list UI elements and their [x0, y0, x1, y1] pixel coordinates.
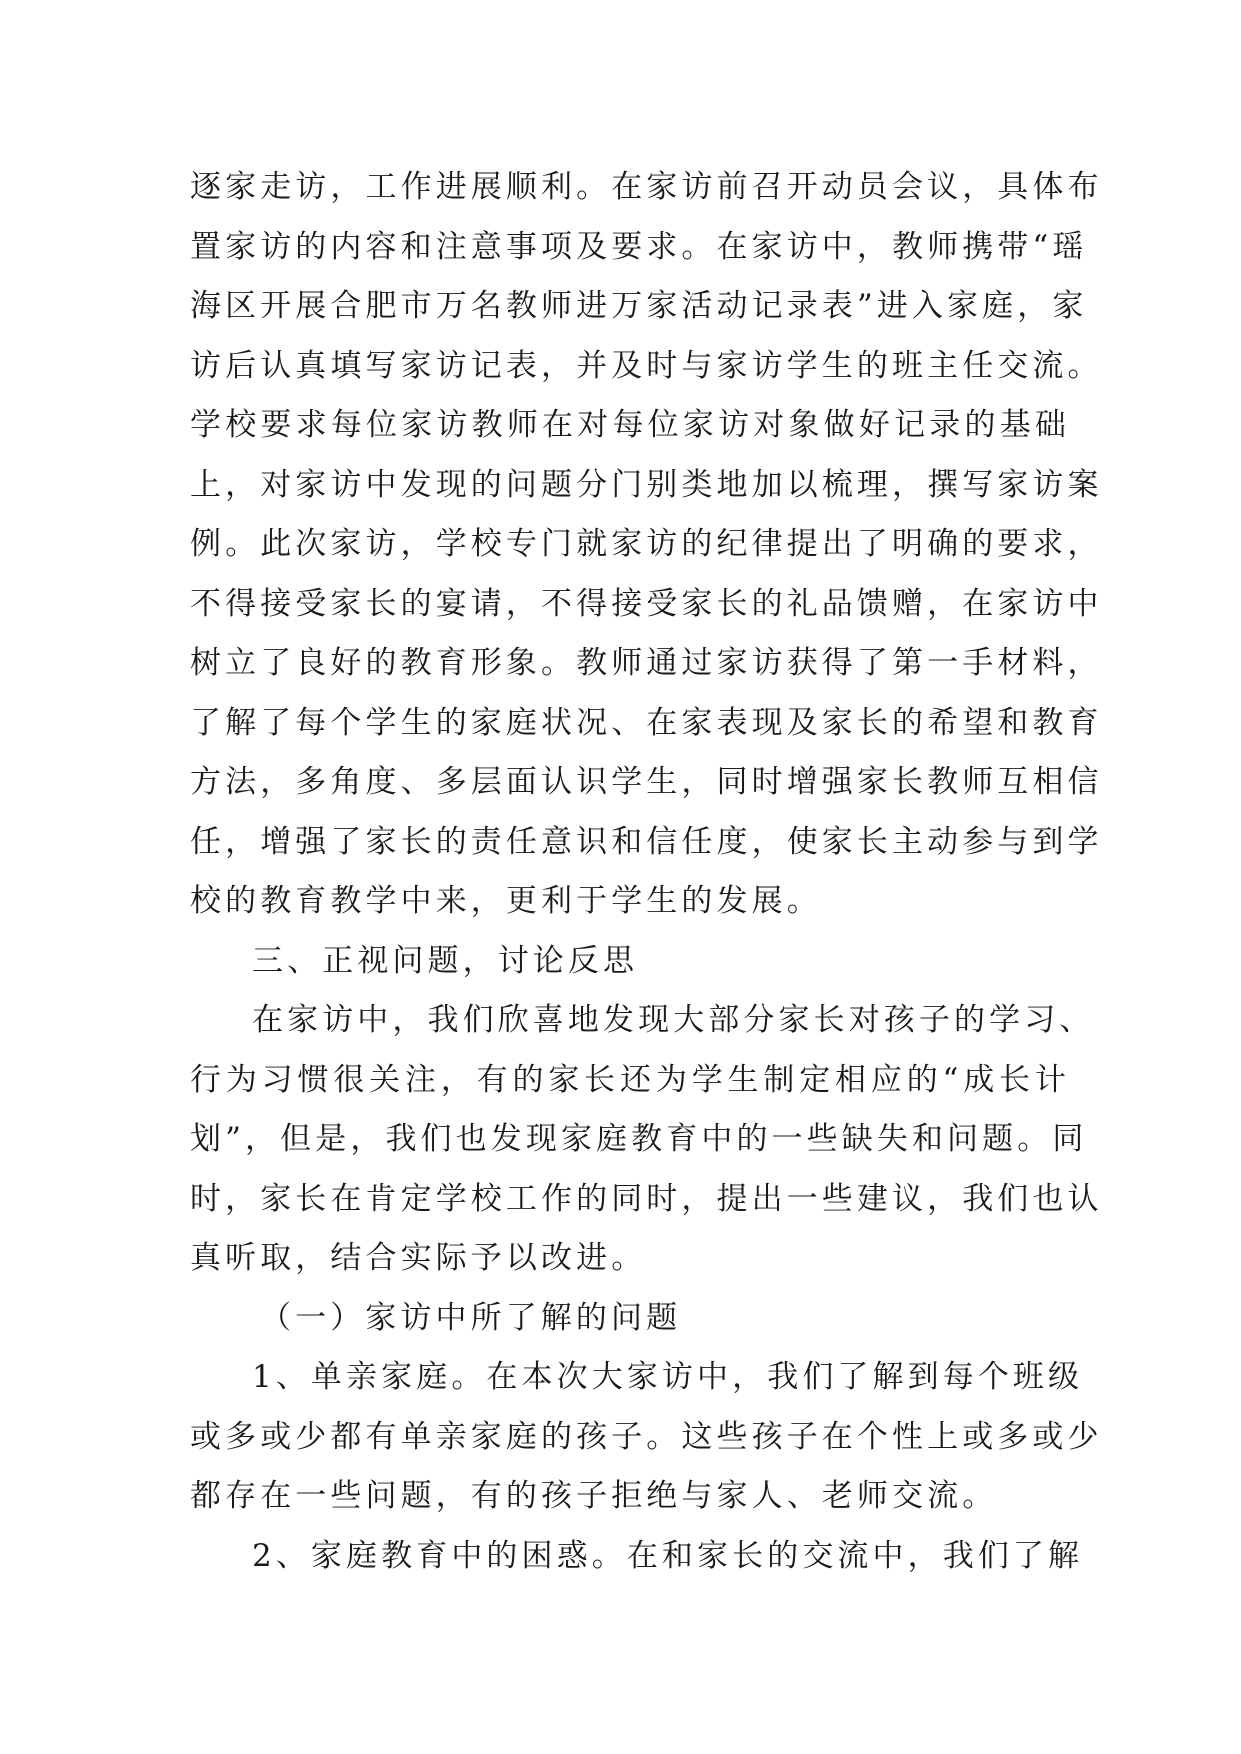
- text-line: 学校要求每位家访教师在对每位家访对象做好记录的基础: [190, 407, 1070, 443]
- text-line: 了解了每个学生的家庭状况、在家表现及家长的希望和教育: [190, 704, 1103, 741]
- section-heading: 三、正视问题，讨论反思: [252, 942, 639, 979]
- text-line: 任，增强了家长的责任意识和信任度，使家长主动参与到学: [190, 823, 1103, 860]
- text-line: 上，对家访中发现的问题分门别类地加以梳理，撰写家访案: [190, 466, 1103, 503]
- text-line: 校的教育教学中来，更利于学生的发展。: [190, 883, 822, 919]
- text-line: 树立了良好的教育形象。教师通过家访获得了第一手材料，: [190, 645, 1103, 681]
- text-line: 划”，但是，我们也发现家庭教育中的一些缺失和问题。同: [190, 1121, 1088, 1157]
- text-line: 访后认真填写家访记表，并及时与家访学生的班主任交流。: [190, 347, 1103, 384]
- text-line: 1、单亲家庭。在本次大家访中，我们了解到每个班级: [252, 1359, 1084, 1395]
- text-line: 行为习惯很关注，有的家长还为学生制定相应的“成长计: [190, 1061, 1070, 1098]
- text-line: 都存在一些问题，有的孩子拒绝与家人、老师交流。: [190, 1478, 998, 1514]
- text-line: 逐家走访，工作进展顺利。在家访前召开动员会议，具体布: [190, 169, 1103, 205]
- text-line: 不得接受家长的宴请，不得接受家长的礼品馈赠，在家访中: [190, 585, 1103, 622]
- subsection-heading: （一）家访中所了解的问题: [260, 1299, 682, 1336]
- body-text: [190, 158, 1103, 1586]
- text-line: 或多或少都有单亲家庭的孩子。这些孩子在个性上或多或少: [190, 1418, 1103, 1455]
- text-line: 在家访中，我们欣喜地发现大部分家长对孩子的学习、: [252, 1002, 1095, 1038]
- text-line: 真听取，结合实际予以改进。: [190, 1240, 647, 1276]
- text-line: 例。此次家访，学校专门就家访的纪律提出了明确的要求，: [190, 526, 1103, 562]
- text-line: 2、家庭教育中的困惑。在和家长的交流中，我们了解: [252, 1537, 1084, 1574]
- text-line: 时，家长在肯定学校工作的同时，提出一些建议，我们也认: [190, 1180, 1103, 1217]
- text-line: 海区开展合肥市万名教师进万家活动记录表”进入家庭，家: [190, 288, 1088, 324]
- text-line: 方法，多角度、多层面认识学生，同时增强家长教师互相信: [190, 764, 1103, 800]
- text-line: 置家访的内容和注意事项及要求。在家访中，教师携带“瑶: [190, 228, 1088, 265]
